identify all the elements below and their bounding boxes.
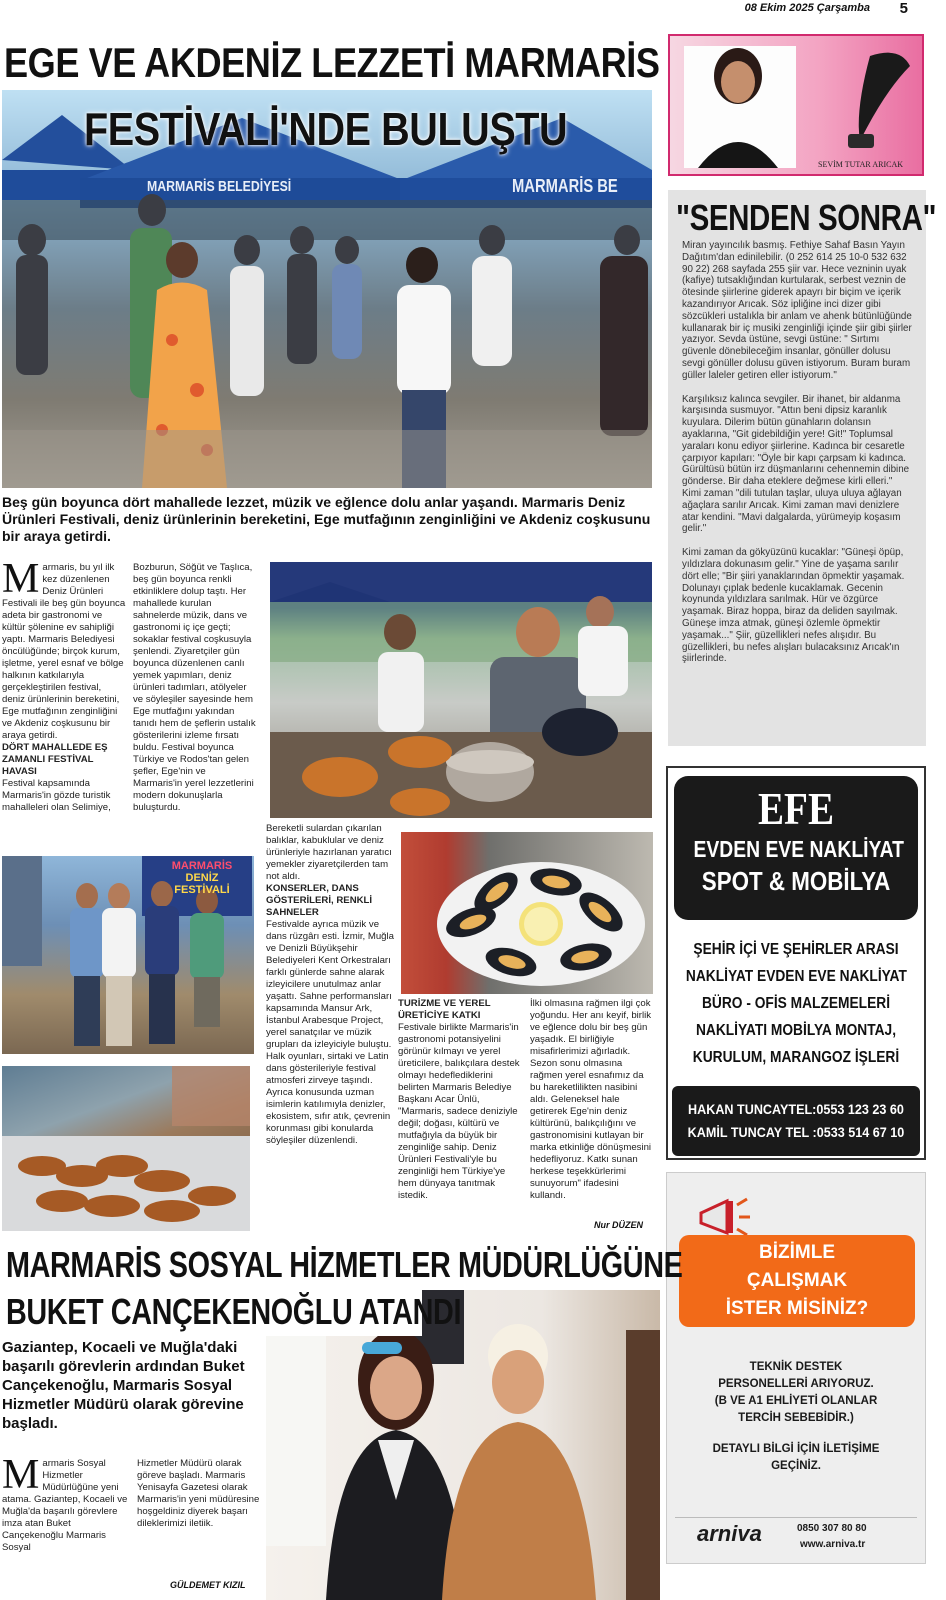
arniva-body-3: (B VE A1 EHLİYETİ OLANLAR	[714, 1395, 878, 1407]
appointment-col1-text: armaris Sosyal Hizmetler Müdürlüğüne yeni atama. Gaziantep, Kocaeli ve Muğla'da başarılı görevlere imza atan Buket Cançekenoğlu Marmaris Sosyal	[2, 1458, 128, 1553]
festival-col3-text: Bereketli sulardan çıkarılan balıklar, kabuklular ve deniz ürünleriyle hazırlanan yaratıcı yemekler ziyaretçilerden tam not aldı.	[266, 823, 392, 882]
festival-chef-photo	[270, 562, 652, 818]
efe-ad	[666, 766, 926, 1160]
arniva-logo: arniva	[697, 1521, 762, 1546]
festival-col1-text: armaris, bu yıl ilk kez düzenlenen Deniz Ürünleri Festivali ile beş gün boyunca adeta bir gastronomi ve kültür şölenine ev sahipliği yaptı. Marmaris Belediyesi öncülüğünde; birçok kurum, işletme, yerel esnaf ve bölge halkının katkılarıyla gerçekleştirilen festival, deniz ürünlerinin bereketini, Ege mutfağının zenginliğini ve Akdeniz coşkusunu bir araya getirdi.	[2, 562, 126, 741]
arniva-headline-3: İSTER MİSİNİZ?	[725, 1298, 869, 1319]
arniva-body-1: TEKNİK DESTEK	[749, 1361, 843, 1373]
appointment-headline-2-box	[2, 1290, 462, 1336]
column-box	[668, 190, 937, 746]
festival-col4-subhead: TURİZME VE YEREL ÜRETİCİYE KATKI	[398, 998, 491, 1021]
efe-service-5: KURULUM, MARANGOZ İŞLERİ	[692, 1049, 900, 1066]
appointment-byline: GÜLDEMET KIZIL	[170, 1580, 246, 1590]
efe-line-1: EVDEN EVE NAKLİYAT	[693, 836, 904, 862]
efe-brand: EFE	[757, 783, 835, 834]
festival-banner-line-1: MARMARİS	[171, 860, 233, 872]
tent-sign-right: MARMARİS BE	[512, 176, 618, 196]
efe-ad-top-panel	[674, 776, 918, 920]
efe-contact-1: HAKAN TUNCAYTEL:0553 123 23 60	[688, 1101, 904, 1117]
issue-date: 08 Ekim 2025 Çarşamba	[744, 2, 870, 14]
arniva-body-5: DETAYLI BİLGİ İÇİN İLETİŞİME	[712, 1443, 880, 1455]
festival-byline: Nur DÜZEN	[594, 1220, 643, 1230]
arniva-ad	[666, 1172, 926, 1564]
arniva-phone: 0850 307 80 80	[797, 1523, 867, 1534]
arniva-body-6: GEÇİNİZ.	[771, 1460, 821, 1472]
column-paragraph-1: Miran yayıncılık basmış. Fethiye Sahaf Basın Yayın Dağıtım'dan edinilebilir. (0 252 614 25 10-0 532 632 90 22) 268 sayfada 255 şiir var. Hece vezninin uyak (kafiye) tutsaklığından kurtularak, serbest veznin de ötesinde şiirlerine giderek apayrı bir biçim ve içerik kazandırıyor Arıcak. Söz ipliğine inci dizer gibi sözcükleri ustalıkla bir anlam ve ahenk bütünlüğünde kullanarak bir iç musiki zenginliği içinde şiir gibi şiirler yazıyor. Sevda üstüne, sevgi üstüne: " Sırtımı güvenle dönebileceğim insanlar, gönüller dolusu sevgi gönüller dolusu güven istiyorum. Buram buram güller laleler getiren eller istiyorum."	[682, 240, 912, 381]
arniva-website: www.arniva.tr	[800, 1539, 866, 1550]
arniva-headline-1: BİZİMLE	[759, 1242, 835, 1263]
festival-col-4	[398, 998, 522, 1202]
efe-contact-panel	[672, 1086, 920, 1156]
festival-banner-line-3: FESTİVALİ	[174, 884, 230, 896]
festival-dropcap: M	[2, 556, 40, 602]
appointment-headline-line-1: MARMARİS SOSYAL HİZMETLER MÜDÜRLÜĞÜNE	[6, 1244, 683, 1285]
festival-headline-line-2: FESTİVALİ'NDE BULUŞTU	[84, 103, 568, 155]
efe-service-3: BÜRO - OFİS MALZEMELERİ	[701, 995, 891, 1012]
column-paragraph-3: Kimi zaman da gökyüzünü kucaklar: "Güneşi öpüp, yıldızlara dokunasım gelir." Yine de yaşama sarılır dört elle; "Bir şiiri yanaklarından öpmektir yaşamak. Dolunayı çıplak bedenle kucaklamak. Gecenin koynunda yıldızlara sarılmak. Hür ve özgürce yaşamak. Biraz hoppa, biraz da deliden sayılmak. Güneşe imza atmak, güneşi özlemle öpmektir yaşamak..." Şiir, güzellikleri nefes alışıdır. Bu güzellikleri, bu nefes alışları bulacaksınız Arıcak'ın şiirlerinde.	[682, 547, 905, 665]
festival-col3-subhead: KONSERLER, DANS GÖSTERİLERİ, RENKLİ SAHNELER	[266, 883, 373, 918]
efe-line-2: SPOT & MOBİLYA	[701, 866, 891, 896]
arniva-headline-panel	[679, 1235, 915, 1327]
fried-fish-photo	[2, 1066, 250, 1231]
festival-col-1	[2, 556, 126, 814]
columnist-header	[668, 34, 924, 176]
festival-col2-text: Bozburun, Söğüt ve Taşlıca, beş gün boyunca renkli etkinliklere dolup taştı. Her mahallede kurulan sahnelerde müzik, dans ve gastronomi iç içe geçti; sokaklar festival coşkusuyla şenlendi. Ziyaretçiler gün boyunca düzenlenen canlı yemek yapımları, deniz ürünleri tadımları, atölyeler ve söyleşiler sayesinde hem Ege mutfağını yakından tanıdı hem de şeflerin ustalık gösterilerini izleme fırsatı buldu. Festival boyunca Türkiye ve Rodos'tan gelen şefler, Ege'nin ve Marmaris'in yerel lezzetlerini modern dokunuşlarla buluşturdu.	[133, 562, 256, 813]
arniva-body	[667, 1359, 925, 1475]
festival-headline-line-1: EGE VE AKDENİZ LEZZETİ MARMARİS	[4, 39, 660, 86]
festival-col1-subhead: DÖRT MAHALLEDE EŞ ZAMANLI FESTİVAL HAVASI	[2, 742, 108, 777]
efe-contact-2: KAMİL TUNCAY TEL :0533 514 67 10	[687, 1124, 905, 1140]
festival-banner	[152, 860, 252, 896]
festival-col1-text-2: Festival kapsamında Marmaris'in gözde turistik mahalleleri olan Selimiye,	[2, 778, 111, 813]
appointment-lead: Gaziantep, Kocaeli ve Muğla'daki başarılı görevlerin ardından Buket Cançekenoğlu, Marmaris Sosyal Hizmetler Müdürü olarak görevine başladı.	[2, 1339, 245, 1432]
arniva-headline-2: ÇALIŞMAK	[746, 1270, 848, 1291]
appointment-headline-line-2: BUKET CANÇEKENOĞLU ATANDI	[6, 1291, 462, 1332]
column-body	[682, 240, 914, 665]
festival-col-3	[266, 823, 394, 1147]
appointment-col-1	[2, 1452, 130, 1554]
festival-col-2	[133, 562, 257, 814]
arniva-footer-line	[675, 1517, 917, 1518]
page-header	[0, 0, 946, 18]
festival-col4-text: Festivale birlikte Marmaris'in gastronomi potansiyelini görünür kılmayı ve yerel üreticilere, balıkçılara destek olmayı hedeflediklerini belirten Marmaris Belediye Başkanı Acar Ünlü, "Marmaris, sadece deniziyle değil; doğası, kültürü ve mutfağıyla da büyük bir zenginliğe sahip. Deniz Ürünleri Festivali'yle bu zenginliği hem Türkiye'ye hem dünyaya tanıtmak istedik.	[398, 1022, 520, 1201]
appointment-col-2	[137, 1458, 261, 1530]
festival-col5-text: İlki olmasına rağmen ilgi çok yoğundu. Her anı keyif, birlik ve eğlence dolu bir beş gün yaşadık. El birliğiyle misafirlerimizi ağırladık. Sezon sonu olmasına rağmen yerel esnafımız da bu hareketlilikten nasibini aldı. Geleneksel hale getirerek Ege'nin deniz kültürünü, balıkçılığını ve gastronomisini kutlayan bir marka etkinliğe dönüşmesini hedefliyoruz. Katkı sunan herkese teşekkürlerimi sunuyorum" ifadesini kullandı.	[530, 998, 652, 1201]
efe-service-4: NAKLİYATI MOBİLYA MONTAJ,	[695, 1022, 897, 1039]
appointment-photo	[266, 1290, 660, 1600]
columnist-name: SEVİM TUTAR ARICAK	[818, 160, 903, 169]
column-title: "SENDEN SONRA"	[676, 197, 937, 238]
efe-service-2: NAKLİYAT EVDEN EVE NAKLİYAT	[685, 968, 907, 985]
officials-group-photo	[2, 856, 254, 1054]
festival-lead: Beş gün boyunca dört mahallede lezzet, müzik ve eğlence dolu anlar yaşandı. Marmaris Deniz Ürünleri Festivali, deniz ürünlerinin bereketini, Ege mutfağının zenginliğini ve Akdeniz coşkusunu bir araya getirdi.	[2, 494, 651, 544]
festival-col-5	[530, 998, 654, 1202]
festival-banner-line-2: DENİZ	[185, 872, 219, 884]
appointment-dropcap: M	[2, 1452, 40, 1498]
efe-service-1: ŞEHİR İÇİ VE ŞEHİRLER ARASI	[693, 941, 899, 958]
appointment-col2-text: Hizmetler Müdürü olarak göreve başladı. Marmaris Yenisayfa Gazetesi olarak Marmaris'in yeni müdüresine hoşgeldiniz diyerek başarı dileklerimizi iletiik.	[137, 1458, 260, 1529]
column-paragraph-2: Karşılıksız kalınca sevgiler. Bir ihanet, bir aldanma karşısında susmuyor. "Attın beni dipsiz karanlık kuyulara. Dilerim bütün günahların dolansın ayaklarına, "Git gidebildiğin yere! Git!" Toplumsal yaraları konu ediyor şiirlerine. Kadınca bir cesaretle çarpıyor kapıları: "Öyle bir kapı çarpsam ki kadınca. Gürültüsü bütün irz düşmanlarını cehennemin dibine gönderse. Bir daha eteklere değmese kirli elleri." Kimi zaman "dili tutulan taşlar, uluya uluya ağlayan ağaçlara sarılır Arıcak. Kimi zaman mavi denizlere atar kendini. "Mavi dalgalarda, yürümeyip koşasım gelir."	[682, 393, 910, 535]
page-number: 5	[899, 0, 908, 17]
festival-col3-text-2: Festivalde ayrıca müzik ve dans rüzgârı esti. İzmir, Muğla ve Denizli Büyükşehir Belediyeleri Kent Orkestraları farklı günlerde sahne alarak izleyicilere unutulmaz anlar yaşattı. Sahne performansları kapsamında Mansur Ark, İstanbul Arabesque Project, yerel sanatçılar ve müzik grupları da izleyiciyle buluştu. Halk oyunları, sirtaki ve Latin dans gösterileriyle festival atmosferi zirveye taşındı. Ayrıca konusunda uzman isimlerin katılımıyla denizler, ekosistem, sıfır atık, çevrenin korunması gibi konularda söyleşiler düzenlendi.	[266, 919, 394, 1146]
mussels-photo	[401, 832, 653, 994]
arniva-body-2: PERSONELLERİ ARIYORUZ.	[718, 1378, 874, 1390]
efe-services	[668, 936, 924, 1071]
arniva-body-4: TERCİH SEBEBİDİR.)	[738, 1412, 854, 1424]
tent-sign-left: MARMARİS BELEDİYESİ	[147, 178, 292, 195]
